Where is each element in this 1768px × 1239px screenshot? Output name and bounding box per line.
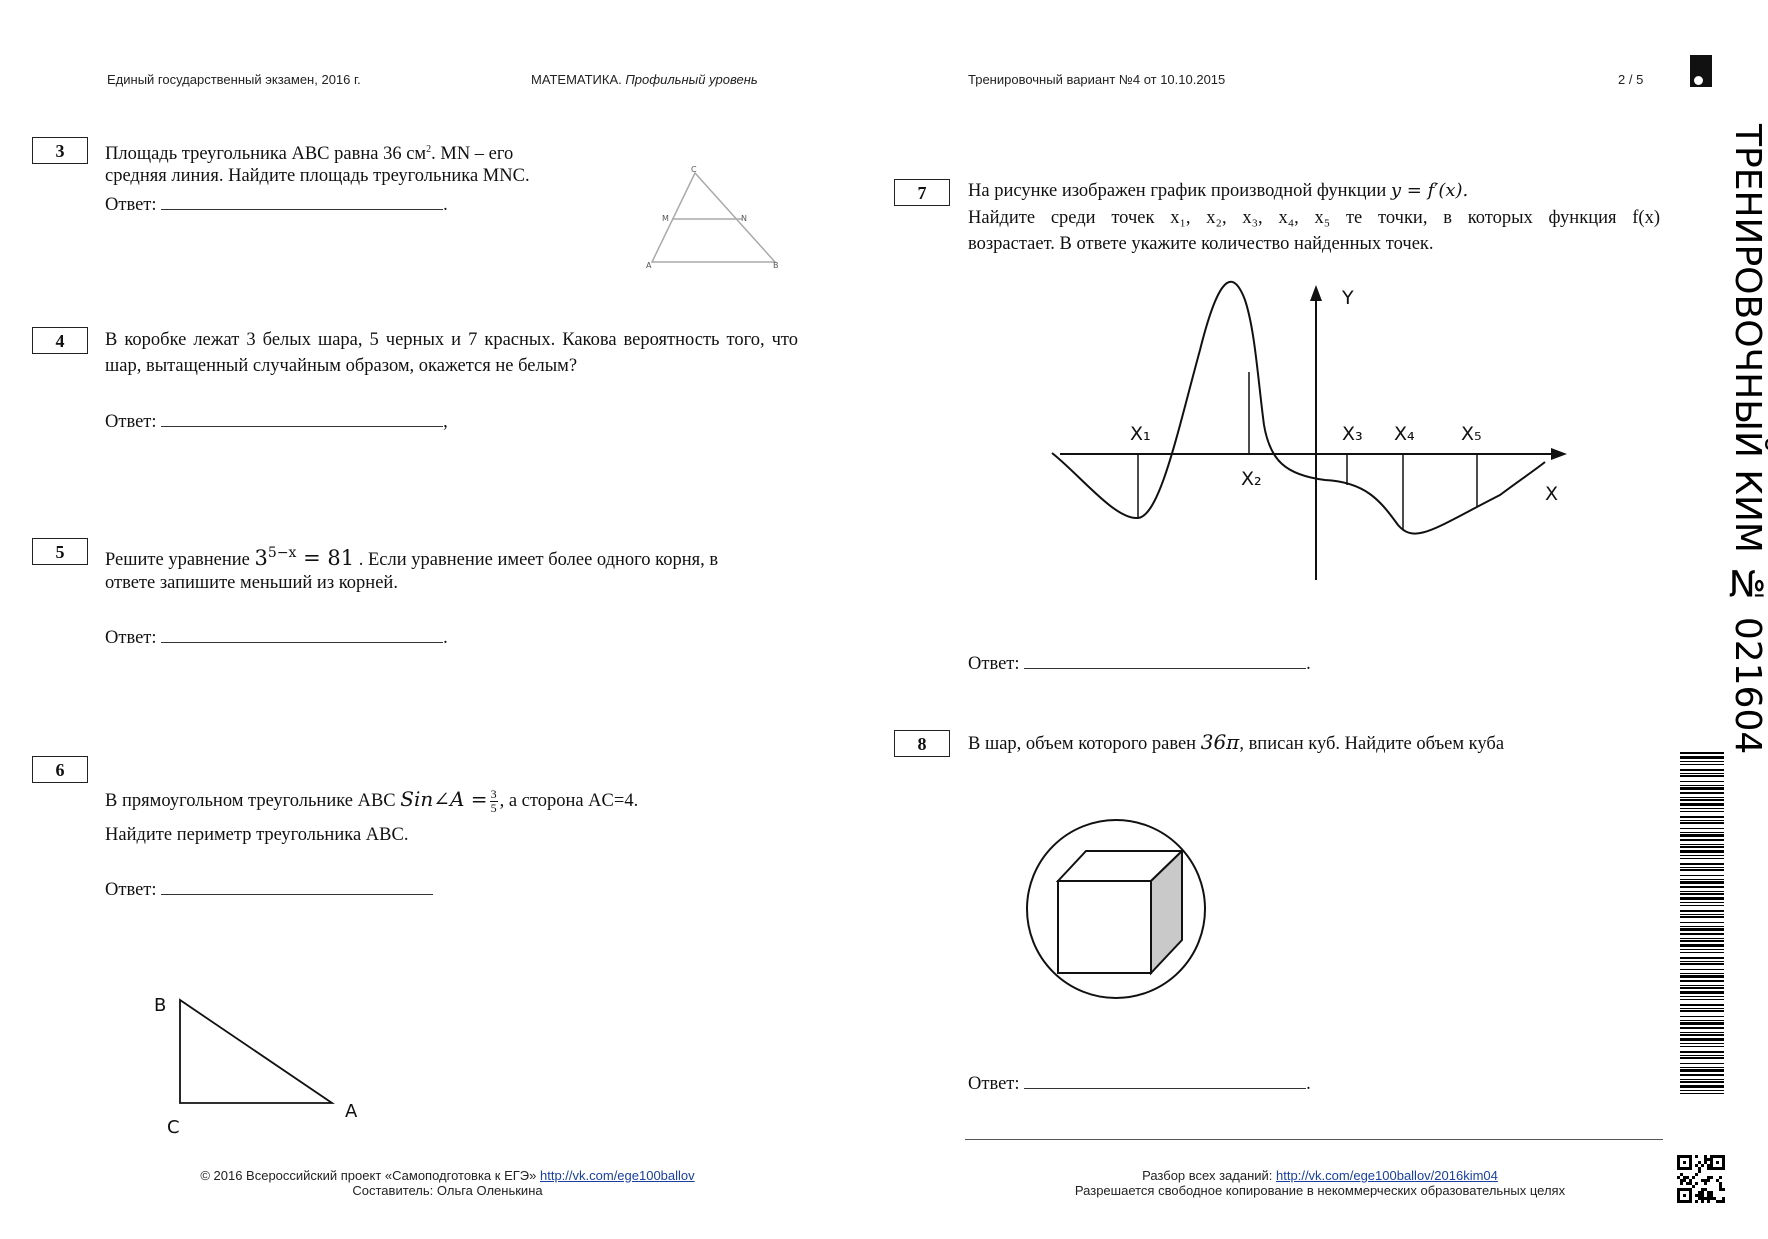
barcode-bar: [1680, 922, 1724, 923]
barcode-bar: [1680, 799, 1724, 801]
task-8-sphere-cube-figure: [1020, 815, 1210, 1005]
qr-module: [1677, 1155, 1680, 1158]
qr-module: [1698, 1170, 1701, 1173]
task-7-line3: возрастает. В ответе укажите количество найденных точек.: [968, 234, 1434, 254]
barcode-bar: [1680, 1051, 1724, 1053]
task-5-post: . Если уравнение имеет более одного корня, в: [358, 550, 719, 570]
qr-module: [1689, 1191, 1692, 1194]
axis-label-x: X: [1545, 483, 1559, 505]
barcode: [1680, 752, 1724, 1102]
qr-module: [1677, 1176, 1680, 1179]
barcode-bar: [1680, 839, 1724, 841]
barcode-bar: [1680, 858, 1724, 859]
fig6-label-b: B: [154, 995, 167, 1016]
barcode-bar: [1680, 1093, 1724, 1094]
barcode-bar: [1680, 881, 1724, 884]
qr-module: [1677, 1161, 1680, 1164]
barcode-bar: [1680, 1020, 1724, 1021]
qr-module: [1683, 1179, 1686, 1182]
qr-module: [1707, 1176, 1710, 1179]
qr-module: [1722, 1200, 1725, 1203]
qr-module: [1722, 1197, 1725, 1200]
barcode-bar: [1680, 781, 1724, 782]
corner-marker-dot: [1694, 76, 1703, 85]
footer-right-link[interactable]: http://vk.com/ege100ballov/2016kim04: [1276, 1168, 1498, 1183]
barcode-bar: [1680, 869, 1724, 871]
qr-module: [1710, 1164, 1713, 1167]
qr-module: [1683, 1176, 1686, 1179]
qr-module: [1719, 1167, 1722, 1170]
qr-module: [1710, 1155, 1713, 1158]
task-6-math: Sin∠A =: [400, 787, 488, 811]
qr-module: [1695, 1155, 1698, 1158]
barcode-bar: [1680, 846, 1724, 848]
qr-module: [1677, 1197, 1680, 1200]
barcode-bar: [1680, 897, 1724, 900]
qr-module: [1713, 1197, 1716, 1200]
barcode-bar: [1680, 1016, 1724, 1017]
qr-module: [1689, 1200, 1692, 1203]
page-number: 2 / 5: [1618, 72, 1644, 87]
barcode-bar: [1680, 1085, 1724, 1088]
qr-module: [1701, 1194, 1704, 1197]
fig3-label-b: B: [773, 261, 779, 270]
footer-right: [990, 1168, 1650, 1198]
barcode-bar: [1680, 944, 1724, 947]
barcode-bar: [1680, 938, 1724, 939]
barcode-bar: [1680, 996, 1724, 997]
qr-module: [1698, 1167, 1701, 1170]
barcode-bar: [1680, 973, 1724, 974]
qr-module: [1719, 1200, 1722, 1203]
qr-module: [1704, 1158, 1707, 1161]
barcode-bar: [1680, 756, 1724, 759]
barcode-bar: [1680, 975, 1724, 978]
barcode-bar: [1680, 914, 1724, 915]
task-7-derivative-graph: [1040, 270, 1580, 590]
barcode-bar: [1680, 769, 1724, 771]
answer-label: Ответ:: [105, 628, 157, 648]
barcode-bar: [1680, 775, 1724, 777]
qr-module: [1710, 1167, 1713, 1170]
task-3-line1-pre: Площадь треугольника ABC равна 36 см: [105, 144, 427, 165]
x-axis-arrow: [1551, 448, 1567, 460]
barcode-bar: [1680, 926, 1724, 927]
answer-label: Ответ:: [105, 195, 157, 215]
task-8-answer[interactable]: Ответ: .: [968, 1070, 1311, 1095]
barcode-bar: [1680, 816, 1724, 818]
barcode-bar: [1680, 891, 1724, 892]
barcode-bar: [1680, 820, 1724, 821]
barcode-bar: [1680, 1090, 1724, 1091]
barcode-bar: [1680, 785, 1724, 786]
answer-line[interactable]: [1024, 650, 1306, 669]
task-8-pre: В шар, объем которого равен: [968, 734, 1197, 754]
qr-module: [1710, 1191, 1713, 1194]
fig3-label-a: A: [646, 261, 652, 270]
barcode-bar: [1680, 811, 1724, 812]
barcode-bar: [1680, 832, 1724, 833]
frac-den: 5: [490, 801, 497, 816]
qr-module: [1710, 1197, 1713, 1200]
qr-module: [1686, 1182, 1689, 1185]
qr-module: [1704, 1182, 1707, 1185]
header-subject: [531, 72, 758, 87]
footer-left: [100, 1168, 795, 1198]
qr-module: [1689, 1188, 1692, 1191]
qr-module: [1683, 1155, 1686, 1158]
barcode-bar: [1680, 886, 1724, 888]
qr-module: [1689, 1155, 1692, 1158]
task-6-fraction: [490, 788, 498, 815]
qr-module: [1677, 1194, 1680, 1197]
axis-label-y: Y: [1342, 287, 1354, 309]
qr-module: [1701, 1164, 1704, 1167]
answer-label: Ответ:: [968, 654, 1020, 674]
fig6-label-c: C: [167, 1117, 180, 1138]
barcode-bar: [1680, 910, 1724, 912]
barcode-bar: [1680, 1010, 1724, 1012]
qr-module: [1713, 1167, 1716, 1170]
qr-module: [1704, 1188, 1707, 1191]
qr-module: [1689, 1197, 1692, 1200]
fig3-label-m: M: [662, 214, 669, 223]
qr-module: [1716, 1200, 1719, 1203]
barcode-bar: [1680, 787, 1724, 790]
qr-module: [1677, 1167, 1680, 1170]
barcode-bar: [1680, 1008, 1724, 1009]
eq-exp: 5−x: [267, 545, 297, 561]
qr-module: [1686, 1155, 1689, 1158]
barcode-bar: [1680, 1069, 1724, 1072]
barcode-bar: [1680, 752, 1724, 754]
task-6-line1: [105, 786, 638, 815]
task-5-answer[interactable]: Ответ: .: [105, 624, 448, 649]
barcode-bar: [1680, 987, 1724, 989]
barcode-bar: [1680, 905, 1724, 906]
qr-module: [1692, 1185, 1695, 1188]
task-7-line1: [968, 178, 1468, 204]
barcode-bar: [1680, 980, 1724, 982]
qr-module: [1683, 1161, 1686, 1164]
barcode-bar: [1680, 834, 1724, 837]
qr-module: [1722, 1164, 1725, 1167]
qr-module: [1689, 1179, 1692, 1182]
answer-line[interactable]: [161, 408, 443, 427]
task-8-line1: [968, 729, 1504, 757]
barcode-bar: [1680, 893, 1724, 895]
barcode-bar: [1680, 991, 1724, 994]
qr-module: [1710, 1158, 1713, 1161]
task-7-line2: Найдите среди точек x₁, x₂, x₃, x₄, x₅ те точки, в которых функция f(x): [968, 208, 1660, 228]
qr-module: [1707, 1179, 1710, 1182]
barcode-bar: [1680, 933, 1724, 935]
qr-module: [1695, 1182, 1698, 1185]
qr-module: [1680, 1179, 1683, 1182]
barcode-bar: [1680, 963, 1724, 965]
footer-note: Разрешается свободное копирование в некоммерческих образовательных целях: [1074, 1183, 1566, 1198]
barcode-bar: [1680, 797, 1724, 798]
qr-module: [1701, 1200, 1704, 1203]
barcode-bar: [1680, 940, 1724, 942]
barcode-bar: [1680, 808, 1724, 809]
qr-module: [1698, 1191, 1701, 1194]
qr-module: [1704, 1161, 1707, 1164]
fig3-label-n: N: [741, 214, 747, 223]
task-7-math: y = f′(x).: [1390, 180, 1469, 201]
barcode-bar: [1680, 1057, 1724, 1059]
barcode-bar: [1680, 1032, 1724, 1033]
fig3-label-c: C: [691, 165, 697, 174]
qr-module: [1719, 1182, 1722, 1185]
header-subject-main: МАТЕМАТИКА.: [531, 72, 622, 87]
label-x2: X₂: [1241, 468, 1262, 490]
qr-module: [1707, 1158, 1710, 1161]
qr-module: [1680, 1188, 1683, 1191]
answer-label: Ответ:: [968, 1074, 1020, 1094]
barcode-bar: [1680, 792, 1724, 794]
fig6-label-a: A: [345, 1101, 358, 1122]
qr-module: [1704, 1197, 1707, 1200]
barcode-bar: [1680, 985, 1724, 986]
qr-module: [1719, 1185, 1722, 1188]
barcode-bar: [1680, 1022, 1724, 1025]
barcode-bar: [1680, 828, 1724, 829]
side-title: ТРЕНИРОВОЧНЫЙ КИМ № 021604: [1727, 124, 1768, 755]
barcode-bar: [1680, 879, 1724, 880]
task-4-number: 4: [32, 327, 88, 354]
footer-divider: [965, 1139, 1663, 1140]
barcode-bar: [1680, 1055, 1724, 1056]
task-3-sup: 2: [426, 144, 432, 155]
qr-module: [1677, 1158, 1680, 1161]
task-3-line1-post: . MN – его: [431, 144, 514, 165]
barcode-bar: [1680, 952, 1724, 953]
derivative-curve: [1052, 282, 1545, 534]
barcode-bar: [1680, 1004, 1724, 1006]
task-8-number: 8: [894, 730, 950, 757]
qr-module: [1689, 1164, 1692, 1167]
qr-module: [1707, 1197, 1710, 1200]
answer-line[interactable]: [1024, 1070, 1306, 1089]
qr-module: [1722, 1188, 1725, 1191]
task-6-pre: В прямоугольном треугольнике ABC: [105, 791, 396, 811]
qr-module: [1707, 1167, 1710, 1170]
task-4-answer[interactable]: Ответ: ,: [105, 408, 448, 433]
task-3-number: 3: [32, 137, 88, 164]
task-6-line2: Найдите периметр треугольника ABC.: [105, 825, 409, 845]
label-x4: X₄: [1394, 423, 1415, 445]
barcode-bar: [1680, 773, 1724, 774]
barcode-bar: [1680, 1043, 1724, 1044]
task-5-line1: [105, 540, 718, 573]
qr-module: [1686, 1176, 1689, 1179]
barcode-bar: [1680, 867, 1724, 868]
task-5-pre: Решите уравнение: [105, 550, 250, 570]
qr-module: [1686, 1167, 1689, 1170]
qr-module: [1722, 1155, 1725, 1158]
qr-module: [1680, 1155, 1683, 1158]
task-3-triangle-figure: [645, 165, 783, 270]
qr-module: [1698, 1161, 1701, 1164]
qr-module: [1710, 1194, 1713, 1197]
qr-module: [1707, 1194, 1710, 1197]
qr-module: [1689, 1158, 1692, 1161]
qr-module: [1689, 1194, 1692, 1197]
footer-left-link[interactable]: http://vk.com/ege100ballov: [540, 1168, 695, 1183]
barcode-bar: [1680, 902, 1724, 903]
barcode-bar: [1680, 761, 1724, 762]
qr-module: [1707, 1191, 1710, 1194]
barcode-bar: [1680, 875, 1724, 876]
task-7-line1-pre: На рисунке изображен график производной функции: [968, 181, 1387, 201]
header-variant: Тренировочный вариант №4 от 10.10.2015: [968, 72, 1226, 87]
qr-module: [1680, 1182, 1683, 1185]
qr-module: [1695, 1200, 1698, 1203]
qr-module: [1683, 1167, 1686, 1170]
qr-module: [1689, 1161, 1692, 1164]
task-6-triangle-figure: [140, 985, 380, 1140]
answer-line[interactable]: [161, 191, 443, 210]
qr-module: [1722, 1161, 1725, 1164]
qr-module: [1719, 1155, 1722, 1158]
barcode-bar: [1680, 850, 1724, 853]
task-5-number: 5: [32, 538, 88, 565]
qr-module: [1710, 1161, 1713, 1164]
barcode-bar: [1680, 1046, 1724, 1047]
qr-module: [1713, 1155, 1716, 1158]
barcode-bar: [1680, 957, 1724, 959]
barcode-bar: [1680, 1027, 1724, 1029]
barcode-bar: [1680, 822, 1724, 824]
qr-module: [1701, 1191, 1704, 1194]
answer-line[interactable]: [161, 624, 443, 643]
barcode-bar: [1680, 916, 1724, 918]
qr-module: [1680, 1200, 1683, 1203]
task-4-text: В коробке лежат 3 белых шара, 5 черных и 7 красных. Какова вероятность того, что шар, вытащенный случайным образом, окажется не белым?: [105, 330, 798, 376]
answer-label: Ответ:: [105, 880, 157, 900]
barcode-bar: [1680, 803, 1724, 806]
barcode-bar: [1680, 1079, 1724, 1080]
qr-module: [1722, 1158, 1725, 1161]
qr-code: [1677, 1155, 1725, 1203]
qr-module: [1686, 1188, 1689, 1191]
qr-module: [1683, 1200, 1686, 1203]
qr-module: [1722, 1167, 1725, 1170]
qr-module: [1701, 1179, 1704, 1182]
barcode-bar: [1680, 969, 1724, 970]
barcode-bar: [1680, 855, 1724, 856]
task-6-number: 6: [32, 756, 88, 783]
footer-author: Составитель: Ольга Оленькина: [352, 1183, 543, 1198]
header-subject-level: Профильный уровень: [625, 72, 758, 87]
eq-base: 3: [254, 546, 268, 570]
barcode-bar: [1680, 949, 1724, 950]
task-8-math: 36π: [1200, 730, 1240, 754]
task-3-line2: средняя линия. Найдите площадь треугольника MNC.: [105, 166, 530, 186]
barcode-bar: [1680, 961, 1724, 962]
task-3-answer[interactable]: Ответ: .: [105, 191, 448, 216]
barcode-bar: [1680, 1067, 1724, 1068]
qr-module: [1704, 1155, 1707, 1158]
label-x3: X₃: [1342, 423, 1363, 445]
barcode-bar: [1680, 1038, 1724, 1041]
footer-left-text: © 2016 Всероссийский проект «Самоподготовка к ЕГЭ»: [200, 1168, 537, 1183]
qr-module: [1716, 1155, 1719, 1158]
qr-module: [1677, 1200, 1680, 1203]
qr-module: [1698, 1194, 1701, 1197]
qr-module: [1704, 1179, 1707, 1182]
qr-module: [1677, 1191, 1680, 1194]
label-x1: X₁: [1130, 423, 1151, 445]
answer-line[interactable]: [161, 876, 433, 895]
qr-module: [1716, 1161, 1719, 1164]
qr-module: [1698, 1197, 1701, 1200]
barcode-bar: [1680, 928, 1724, 931]
qr-module: [1677, 1188, 1680, 1191]
qr-module: [1707, 1200, 1710, 1203]
qr-module: [1710, 1176, 1713, 1179]
qr-module: [1680, 1167, 1683, 1170]
barcode-bar: [1680, 1074, 1724, 1076]
qr-module: [1689, 1182, 1692, 1185]
footer-right-text: Разбор всех заданий:: [1142, 1168, 1273, 1183]
task-5-equation: [255, 546, 355, 570]
qr-module: [1686, 1200, 1689, 1203]
task-8-post: , вписан куб. Найдите объем куба: [1239, 734, 1505, 754]
frac-num: 3: [490, 787, 497, 802]
qr-module: [1683, 1188, 1686, 1191]
qr-module: [1716, 1179, 1719, 1182]
eq-rest: = 81: [296, 546, 355, 570]
answer-label: Ответ:: [105, 412, 157, 432]
qr-module: [1680, 1173, 1683, 1176]
qr-module: [1719, 1188, 1722, 1191]
barcode-bar: [1680, 1034, 1724, 1036]
barcode-bar: [1680, 1081, 1724, 1083]
cube-front: [1058, 881, 1151, 973]
qr-module: [1695, 1194, 1698, 1197]
barcode-bar: [1680, 863, 1724, 865]
y-axis-arrow: [1310, 285, 1322, 301]
qr-module: [1677, 1164, 1680, 1167]
qr-module: [1719, 1176, 1722, 1179]
qr-module: [1695, 1164, 1698, 1167]
barcode-bar: [1680, 844, 1724, 845]
barcode-bar: [1680, 764, 1724, 765]
qr-module: [1716, 1167, 1719, 1170]
task-7-number: 7: [894, 179, 950, 206]
qr-module: [1683, 1194, 1686, 1197]
task-6-post: , а сторона AC=4.: [499, 791, 639, 811]
qr-module: [1689, 1167, 1692, 1170]
task-7-answer[interactable]: Ответ: .: [968, 650, 1311, 675]
barcode-bar: [1680, 999, 1724, 1000]
label-x5: X₅: [1461, 423, 1482, 445]
qr-module: [1701, 1188, 1704, 1191]
task-6-answer[interactable]: [105, 876, 433, 901]
qr-module: [1695, 1173, 1698, 1176]
qr-module: [1707, 1164, 1710, 1167]
header-exam: Единый государственный экзамен, 2016 г.: [107, 72, 361, 87]
qr-module: [1692, 1176, 1695, 1179]
barcode-bar: [1680, 1063, 1724, 1064]
qr-module: [1701, 1197, 1704, 1200]
task-5-line2: ответе запишите меньший из корней.: [105, 573, 398, 593]
